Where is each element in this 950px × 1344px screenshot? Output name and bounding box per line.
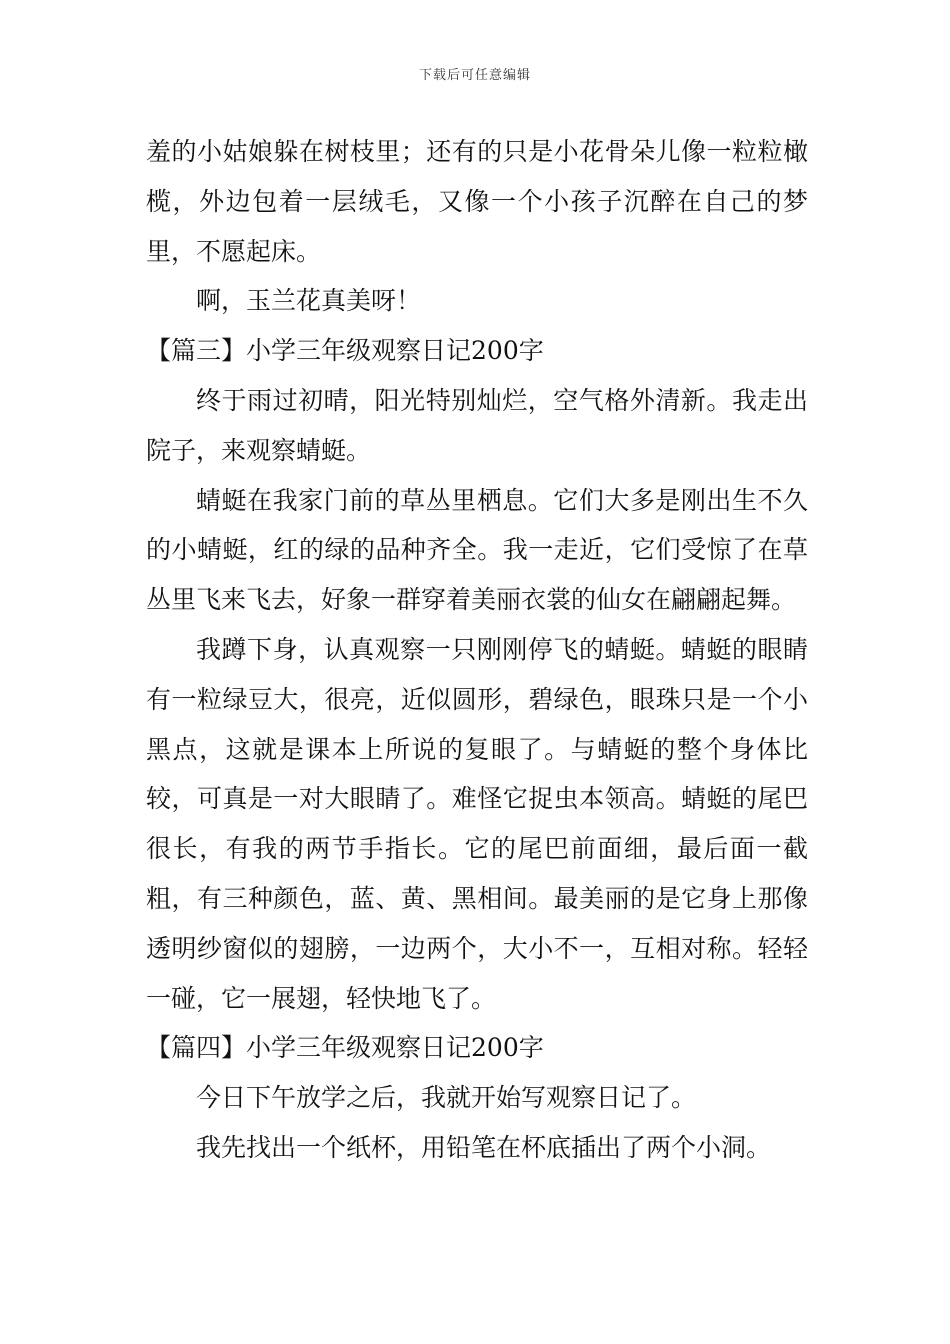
- section-label: 【篇四】: [146, 1033, 247, 1063]
- section-title: 小学三年级观察日记200字: [246, 1033, 544, 1063]
- paragraph: 我蹲下身，认真观察一只刚刚停飞的蜻蜓。蜻蜓的眼睛有一粒绿豆大，很亮，近似圆形，碧绿色，眼珠只是一个小黑点，这就是课本上所说的复眼了。与蜻蜓的整个身体比较，可真是一对大眼睛了。难怪它捉虫本领高。蜻蜓的尾巴很长，有我的两节手指长。它的尾巴前面细，最后面一截粗，有三种颜色，蓝、黄、黑相间。最美丽的是它身上那像透明纱窗似的翅膀，一边两个，大小不一，互相对称。轻轻一碰，它一展翅，轻快地飞了。: [146, 634, 808, 1013]
- paragraph: 羞的小姑娘躲在树枝里；还有的只是小花骨朵儿像一粒粒橄榄，外边包着一层绒毛，又像一个小孩子沉醉在自己的梦里，不愿起床。: [146, 137, 808, 266]
- paragraph: 我先找出一个纸杯，用铅笔在杯底插出了两个小洞。: [196, 1132, 772, 1162]
- page-header: 下载后可任意编辑: [418, 68, 531, 83]
- document-body: [146, 127, 808, 1173]
- section-heading: [146, 326, 808, 376]
- paragraph: 蜻蜓在我家门前的草丛里栖息。它们大多是刚出生不久的小蜻蜓，红的绿的品种齐全。我一走近，它们受惊了在草丛里飞来飞去，好象一群穿着美丽衣裳的仙女在翩翩起舞。: [146, 485, 808, 615]
- section-title: 小学三年级观察日记200字: [246, 336, 544, 366]
- paragraph: 今日下午放学之后，我就开始写观察日记了。: [196, 1083, 697, 1113]
- section-label: 【篇三】: [146, 336, 247, 366]
- section-heading: [146, 1023, 808, 1073]
- paragraph: 啊，玉兰花真美呀！: [196, 286, 422, 316]
- paragraph: 终于雨过初晴，阳光特别灿烂，空气格外清新。我走出院子，来观察蜻蜓。: [146, 385, 808, 465]
